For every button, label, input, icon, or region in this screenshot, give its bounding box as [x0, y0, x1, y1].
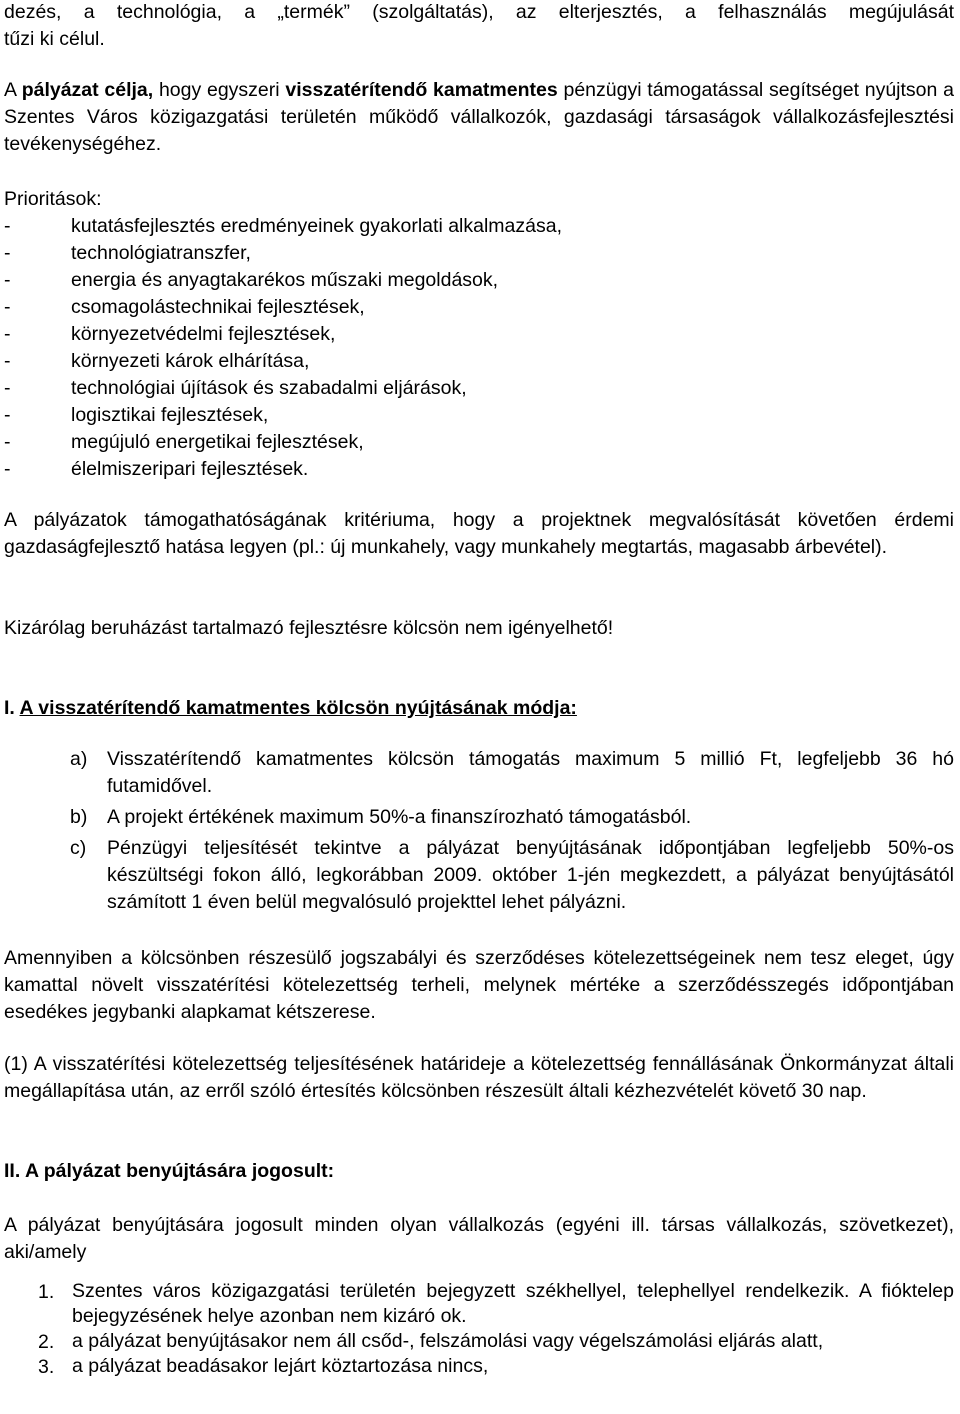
- list-dash: -: [4, 377, 11, 399]
- priority-text: környezetvédelmi fejlesztések,: [71, 323, 336, 345]
- list-item-text: a pályázat benyújtásakor nem áll csőd-, felszámolási vagy végelszámolási eljárás alatt,: [72, 1330, 824, 1352]
- list-item-text: a pályázat beadásakor lejárt köztartozása nincs,: [72, 1355, 489, 1377]
- section-2-heading: II. A pályázat benyújtására jogosult:: [4, 1160, 335, 1182]
- intro-paragraph: [4, 0, 954, 53]
- section-1-heading: [4, 695, 954, 722]
- exclusive-note: Kizárólag beruházást tartalmazó fejlesztésre kölcsön nem igényelhető!: [4, 617, 614, 639]
- list-item: [4, 746, 954, 800]
- list-dash: -: [4, 431, 11, 453]
- list-item: [4, 804, 954, 831]
- list-item: [4, 1329, 954, 1354]
- priority-item: [4, 321, 954, 348]
- goal-bold-1: pályázat célja,: [21, 79, 154, 101]
- list-item-text: A projekt értékének maximum 50%-a finanszírozható támogatásból.: [107, 806, 692, 828]
- list-item-text: Szentes város közigazgatási területén bejegyzett székhellyel, telephellyel rendelkezik. A fióktelep bejegyzésének helye azonban nem kizáró ok.: [72, 1280, 954, 1327]
- list-marker: b): [70, 806, 88, 828]
- priority-text: élelmiszeripari fejlesztések.: [71, 458, 309, 480]
- priorities-block: [4, 186, 954, 483]
- priority-text: technológiai újítások és szabadalmi eljárások,: [71, 377, 467, 399]
- priority-item: [4, 213, 954, 240]
- section-1-title: A visszatérítendő kamatmentes kölcsön nyújtásának módja:: [19, 697, 577, 719]
- priority-text: kutatásfejlesztés eredményeinek gyakorlati alkalmazása,: [71, 215, 562, 237]
- list-item-text: Pénzügyi teljesítését tekintve a pályázat benyújtásának időpontjában legfeljebb 50%-os készültségi fokon álló, legkorábban 2009. október 1-jén megkezdett, a pályázat benyújtásától számított 1 éven belül megvalósuló projekttel lehet pályázni.: [107, 837, 954, 913]
- priority-item: [4, 375, 954, 402]
- criteria-paragraph: A pályázatok támogathatóságának kritériuma, hogy a projektnek megvalósítását követően érdemi gazdaságfejlesztő hatása legyen (pl.: új munkahely, vagy munkahely megtartás, magasabb árbevétel).: [4, 509, 954, 558]
- list-marker: 3.: [38, 1356, 55, 1378]
- list-marker: 1.: [38, 1281, 55, 1303]
- list-item: [4, 1279, 954, 1329]
- list-dash: -: [4, 296, 11, 318]
- goal-text-2: hogy egyszeri: [153, 79, 286, 101]
- priority-item: [4, 294, 954, 321]
- priority-text: környezeti károk elhárítása,: [71, 350, 310, 372]
- priority-text: logisztikai fejlesztések,: [71, 404, 269, 426]
- list-dash: -: [4, 269, 11, 291]
- intro-line-1: dezés, a technológia, a „termék” (szolgáltatás), az elterjesztés, a felhasználás megújulását: [4, 1, 954, 23]
- priorities-heading: Prioritások:: [4, 188, 102, 210]
- priority-text: energia és anyagtakarékos műszaki megoldások,: [71, 269, 499, 291]
- list-marker: c): [70, 837, 87, 859]
- list-marker: 2.: [38, 1331, 55, 1353]
- priorities-list: [4, 213, 954, 483]
- priority-text: technológiatranszfer,: [71, 242, 251, 264]
- list-dash: -: [4, 350, 11, 372]
- priority-text: csomagolástechnikai fejlesztések,: [71, 296, 365, 318]
- list-item-text: Visszatérítendő kamatmentes kölcsön támogatás maximum 5 millió Ft, legfeljebb 36 hó futamidővel.: [107, 748, 954, 797]
- priority-item: [4, 240, 954, 267]
- goal-paragraph: [4, 77, 954, 158]
- goal-text-3: pénzügyi támogatással segítséget nyújtson a Szentes Város közigazgatási területén működő vállalkozók, gazdasági társaságok vállalkozásfejlesztési tevékenységéhez.: [4, 79, 954, 155]
- priority-text: megújuló energetikai fejlesztések,: [71, 431, 364, 453]
- priority-item: [4, 267, 954, 294]
- list-dash: -: [4, 404, 11, 426]
- list-item: [4, 835, 954, 916]
- list-dash: -: [4, 242, 11, 264]
- goal-bold-2: visszatérítendő kamatmentes: [285, 79, 558, 101]
- section-2-intro: A pályázat benyújtására jogosult minden olyan vállalkozás (egyéni ill. társas vállalkozás, szövetkezet), aki/amely: [4, 1214, 954, 1263]
- priority-item: [4, 348, 954, 375]
- list-dash: -: [4, 458, 11, 480]
- list-item: [4, 1354, 954, 1379]
- deadline-paragraph: (1) A visszatérítési kötelezettség teljesítésének határideje a kötelezettség fennállásának Önkormányzat általi megállapítása után, az erről szóló értesítés kölcsönben részesült általi kézhezvételét követő 30 nap.: [4, 1053, 954, 1102]
- section-2-list: [4, 1279, 954, 1379]
- list-marker: a): [70, 748, 88, 770]
- priority-item: [4, 429, 954, 456]
- goal-text-1: A: [4, 79, 22, 101]
- section-1-list: [4, 746, 954, 916]
- list-dash: -: [4, 215, 11, 237]
- penalty-paragraph: Amennyiben a kölcsönben részesülő jogszabályi és szerződéses kötelezettségeinek nem tesz eleget, úgy kamattal növelt visszatérítési kötelezettség terheli, melynek mértéke a szerződésszegés időpontjában esedékes jegybanki alapkamat kétszerese.: [4, 947, 954, 1023]
- priority-item: [4, 456, 954, 483]
- intro-line-2: tűzi ki célul.: [4, 28, 105, 50]
- section-1-number: I.: [4, 697, 20, 719]
- list-dash: -: [4, 323, 11, 345]
- priority-item: [4, 402, 954, 429]
